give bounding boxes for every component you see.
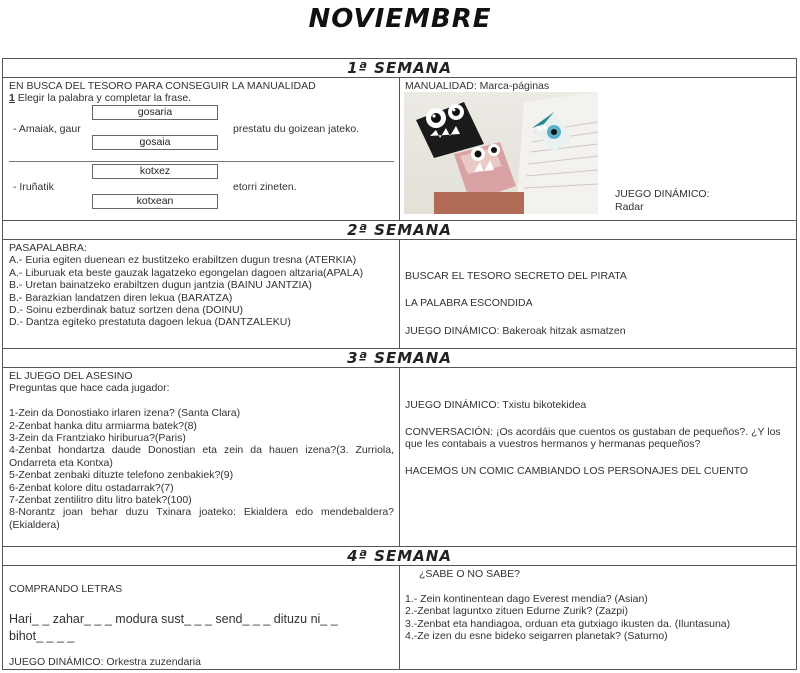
list-item: 4.-Ze izen du esne bideko seigarren planetak? (Saturno): [405, 630, 668, 643]
list-item: D.- Dantza egiteko prestatuta dagoen lekua (DANTZALEKU): [9, 316, 291, 329]
list-item: 6-Zenbat kolore ditu ostadarrak?(7): [9, 481, 174, 494]
fill-in-line-2: bihot_ _ _ _: [9, 629, 75, 643]
week-2-item: JUEGO DINÁMICO: Bakeroak hitzak asmatzen: [405, 325, 626, 337]
sentence-2-end: etorri zineten.: [233, 181, 297, 193]
list-item: [405, 580, 793, 592]
word-option: gosaria: [92, 105, 218, 120]
juego-value: Radar: [615, 201, 644, 213]
week-3-juego: JUEGO DINÁMICO: Txistu bikotekidea: [405, 399, 587, 411]
comprando-letras: COMPRANDO LETRAS: [9, 583, 123, 595]
week-2-pasapalabra: [9, 242, 394, 329]
list-item: 1.- Zein kontinentean dago Everest mendia? (Asian): [405, 592, 648, 605]
divider: [399, 566, 400, 670]
bookmark-photo: [404, 92, 598, 214]
list-item: ¿SABE O NO SABE?: [419, 568, 520, 580]
treasure-heading: EN BUSCA DEL TESORO PARA CONSEGUIR LA MANUALIDAD: [9, 80, 316, 92]
list-item: 5-Zenbat zenbaki dituzte telefono zenbakiek?(9): [9, 469, 234, 482]
list-item: D.- Soinu ezberdinak batuz sortzen dena (DOINU): [9, 304, 244, 317]
list-item: 7-Zenbat zentilitro ditu litro batek?(100): [9, 494, 192, 507]
separator: [9, 161, 394, 162]
monster-bookmarks-illustration: [404, 92, 598, 214]
list-item: A.- Euria egiten duenean ez bustitzeko erabiltzen dugun tresna (ATERKIA): [9, 254, 357, 267]
list-item: 3.-Zenbat eta handiagoa, orduan eta gutxiago ikusten da. (Iluntasuna): [405, 617, 731, 630]
list-item: 2.-Zenbat laguntxo zituen Edurne Zurik? (Zazpi): [405, 605, 628, 618]
list-item: B.- Uretan bainatzeko erabiltzen dugun jantzia (BAINU JANTZIA): [9, 279, 312, 292]
list-item: A.- Liburuak eta beste gauzak lagatzeko egongelan dagoen altzaria(APALA): [9, 266, 364, 279]
list-item: PASAPALABRA:: [9, 242, 87, 254]
page-title: NOVIEMBRE: [308, 4, 492, 34]
schedule-table: [2, 58, 797, 670]
week-4-sabe: [405, 568, 793, 642]
list-item: Preguntas que hace cada jugador:: [9, 382, 170, 395]
week-3-header: 3ª SEMANA: [3, 348, 796, 368]
fill-in-line-1: Hari_ _ zahar_ _ _ modura sust_ _ _ send_ _ _ dituzu ni_ _: [9, 612, 338, 626]
week-2-header: 2ª SEMANA: [3, 220, 796, 240]
step-instruction: Elegir la palabra y completar la frase.: [14, 92, 192, 105]
list-item: 2-Zenbat hanka ditu armiarma batek?(8): [9, 419, 197, 432]
week-3-conversacion: CONVERSACIÓN: ¡Os acordáis que cuentos os gustaban de pequeños?. ¿Y los que les contabais a vuestros hermanos y hermanas pequeños?: [405, 426, 781, 451]
juego-label: JUEGO DINÁMICO:: [615, 188, 710, 200]
week-1-activity: [9, 80, 394, 105]
week-4-header: 4ª SEMANA: [3, 546, 796, 566]
list-item: B.- Barazkian landatzen diren lekua (BARATZA): [9, 291, 233, 304]
manualidad-label: MANUALIDAD: Marca-páginas: [405, 80, 550, 92]
week-2-item: LA PALABRA ESCONDIDA: [405, 297, 533, 309]
divider: [399, 240, 400, 348]
sentence-1-end: prestatu du goizean jateko.: [233, 123, 360, 135]
step-number: 1: [9, 92, 15, 105]
sentence-1-start: - Amaiak, gaur: [13, 123, 81, 135]
list-item: 4-Zenbat hondartza daude Donostian eta zein da hauen izena?(3. Zurriola, Ondarreta eta Kontxa): [9, 444, 394, 469]
divider: [399, 78, 400, 220]
list-item: EL JUEGO DEL ASESINO: [9, 370, 133, 382]
week-4-juego: JUEGO DINÁMICO: Orkestra zuzendaria: [9, 656, 201, 668]
word-option: kotxez: [92, 164, 218, 179]
word-option: gosaia: [92, 135, 218, 150]
divider: [399, 368, 400, 546]
sentence-2-start: - Iruñatik: [13, 181, 54, 193]
list-item: [9, 395, 394, 407]
list-item: 8-Norantz joan behar duzu Txinara joateko: Ekialdera edo mendebaldera?(Ekialdera): [9, 506, 394, 531]
list-item: 3-Zein da Frantziako hiriburua?(Paris): [9, 432, 186, 445]
week-2-item: BUSCAR EL TESORO SECRETO DEL PIRATA: [405, 270, 627, 282]
week-3-asesino: [9, 370, 394, 531]
word-option: kotxean: [92, 194, 218, 209]
week-1-header: 1ª SEMANA: [3, 58, 796, 78]
week-3-comic: HACEMOS UN COMIC CAMBIANDO LOS PERSONAJES DEL CUENTO: [405, 465, 749, 477]
list-item: 1-Zein da Donostiako irlaren izena? (Santa Clara): [9, 407, 241, 420]
